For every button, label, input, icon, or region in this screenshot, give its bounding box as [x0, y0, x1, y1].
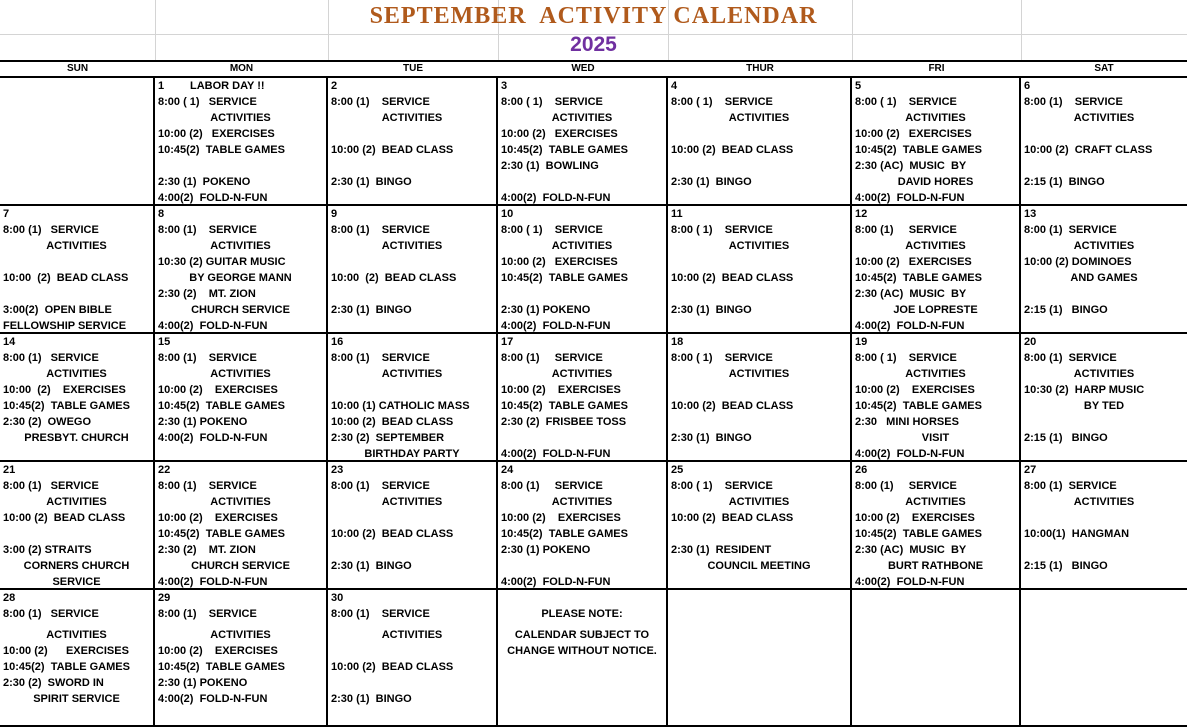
day-cell-20	[1021, 334, 1187, 462]
activity-line: 10:45(2) TABLE GAMES	[158, 661, 285, 673]
activity-line: 8:00 ( 1) SERVICE	[501, 96, 603, 108]
activity-line: 2:30 (1) BINGO	[331, 176, 412, 188]
activity-line: 10:45(2) TABLE GAMES	[3, 661, 130, 673]
day-number: 19	[855, 336, 868, 348]
activity-line: ACTIVITIES	[46, 629, 107, 641]
day-cell-24	[498, 462, 668, 590]
activity-line: ACTIVITIES	[210, 112, 271, 124]
activity-line: 10:45(2) TABLE GAMES	[855, 528, 982, 540]
activity-line: 10:00 (2) BEAD CLASS	[671, 400, 794, 412]
activity-line: ACTIVITIES	[46, 368, 107, 380]
activity-line: CHURCH SERVICE	[191, 304, 290, 316]
activity-line: 8:00 (1) SERVICE	[3, 352, 99, 364]
activity-line: 10:00 (2) CRAFT CLASS	[1024, 144, 1153, 156]
activity-line: 4:00(2) FOLD-N-FUN	[501, 192, 611, 204]
calendar-year: 2025	[570, 33, 617, 56]
activity-line: 10:00 (2) EXERCISES	[855, 512, 975, 524]
activity-line: 8:00 (1) SERVICE	[1024, 224, 1117, 236]
activity-line: 2:30 (2) SWORD IN	[3, 677, 104, 689]
activity-line: 2:30 (1) BOWLING	[501, 160, 599, 172]
activity-line: 10:45(2) TABLE GAMES	[501, 272, 628, 284]
activity-line: 8:00 (1) SERVICE	[158, 608, 257, 620]
activity-line: ACTIVITIES	[551, 240, 613, 252]
activity-line: BURT RATHBONE	[887, 560, 984, 572]
activity-line: ACTIVITIES	[210, 368, 271, 380]
activity-line: 10:00 (2) BEAD CLASS	[3, 272, 129, 284]
activity-line: 10:00 (2) EXERCISES	[501, 128, 618, 140]
day-cell-8	[155, 206, 328, 334]
activity-line: 10:45(2) TABLE GAMES	[158, 400, 285, 412]
activity-line: 2:30 (1) POKENO	[158, 677, 248, 689]
empty-day-cell	[852, 590, 1021, 727]
day-number: 14	[3, 336, 16, 348]
day-cell-7	[0, 206, 155, 334]
day-cell-2	[328, 78, 498, 206]
activity-line: PLEASE NOTE:	[541, 608, 623, 620]
activity-line: 8:00 ( 1) SERVICE	[671, 224, 773, 236]
activity-line: 8:00 (1) SERVICE	[1024, 96, 1123, 108]
activity-line: 2:30 MINI HORSES	[855, 416, 959, 428]
day-number: 30	[331, 592, 344, 604]
weekday-header-wed: WED	[571, 63, 595, 74]
activity-line: 10:00 (2) EXERCISES	[855, 384, 975, 396]
day-number: 8	[158, 208, 165, 220]
activity-line: 4:00(2) FOLD-N-FUN	[855, 448, 965, 460]
activity-line: ACTIVITIES	[728, 112, 790, 124]
activity-line: 10:00 (2) BEAD CLASS	[331, 144, 454, 156]
day-number: 5	[855, 80, 862, 92]
activity-line: 4:00(2) FOLD-N-FUN	[158, 576, 268, 588]
day-cell-29	[155, 590, 328, 727]
day-number: 6	[1024, 80, 1031, 92]
activity-line: ACTIVITIES	[1073, 240, 1135, 252]
activity-line: ACTIVITIES	[551, 112, 613, 124]
activity-line: 2:30 (1) POKENO	[501, 544, 591, 556]
day-cell-1	[155, 78, 328, 206]
activity-line: ACTIVITIES	[381, 112, 443, 124]
activity-line: 2:15 (1) BINGO	[1024, 304, 1108, 316]
activity-line: 10:00 (2) EXERCISES	[158, 645, 278, 657]
activity-line: 10:00 (2) EXERCISES	[158, 384, 278, 396]
activity-line: 2:30 (2) MT. ZION	[158, 544, 256, 556]
activity-line: 10:00(1) HANGMAN	[1024, 528, 1130, 540]
activity-line: ACTIVITIES	[46, 496, 107, 508]
day-number: 26	[855, 464, 868, 476]
activity-line: 2:30 (2) FRISBEE TOSS	[501, 416, 627, 428]
day-cell-5	[852, 78, 1021, 206]
activity-line: 10:00 (2) BEAD CLASS	[671, 272, 794, 284]
activity-line: FELLOWSHIP SERVICE	[3, 320, 127, 332]
activity-line: DAVID HORES	[897, 176, 974, 188]
activity-line: SERVICE	[52, 576, 101, 588]
activity-line: ACTIVITIES	[381, 240, 443, 252]
day-cell-11	[668, 206, 852, 334]
day-cell-19	[852, 334, 1021, 462]
activity-line: 10:00 (2) EXERCISES	[158, 128, 275, 140]
activity-line: 3:00(2) OPEN BIBLE	[3, 304, 112, 316]
activity-line: AND GAMES	[1070, 272, 1138, 284]
activity-line: 8:00 (1) SERVICE	[331, 224, 430, 236]
activity-line: ACTIVITIES	[210, 629, 271, 641]
activity-line: 8:00 ( 1) SERVICE	[855, 96, 957, 108]
day-cell-15	[155, 334, 328, 462]
weekday-header-mon: MON	[229, 63, 254, 74]
activity-line: 2:30 (1) BINGO	[331, 693, 412, 705]
weekday-header-sat: SAT	[1094, 63, 1114, 74]
activity-line: 2:30 (1) BINGO	[671, 304, 752, 316]
activity-line: ACTIVITIES	[46, 240, 107, 252]
day-number: 20	[1024, 336, 1037, 348]
activity-line: ACTIVITIES	[1073, 112, 1135, 124]
day-cell-28	[0, 590, 155, 727]
activity-line: ACTIVITIES	[551, 496, 613, 508]
day-cell-9	[328, 206, 498, 334]
day-number: 10	[501, 208, 514, 220]
activity-line: 10:45(2) TABLE GAMES	[158, 528, 285, 540]
empty-day-cell	[1021, 590, 1187, 727]
activity-line: 8:00 (1) SERVICE	[331, 352, 430, 364]
activity-line: 10:00 (2) BEAD CLASS	[671, 144, 794, 156]
activity-line: 10:45(2) TABLE GAMES	[855, 144, 982, 156]
activity-line: 8:00 ( 1) SERVICE	[855, 352, 957, 364]
activity-line: 4:00(2) FOLD-N-FUN	[158, 320, 268, 332]
day-number: 12	[855, 208, 868, 220]
day-number: 24	[501, 464, 514, 476]
activity-line: 10:00 (2) EXERCISES	[855, 256, 972, 268]
activity-line: 8:00 ( 1) SERVICE	[671, 96, 773, 108]
day-number: 21	[3, 464, 16, 476]
activity-line: COUNCIL MEETING	[707, 560, 811, 572]
activity-line: ACTIVITIES	[210, 240, 271, 252]
activity-line: ACTIVITIES	[905, 496, 966, 508]
activity-line: 10:00 (2) BEAD CLASS	[331, 272, 457, 284]
day-number: 18	[671, 336, 684, 348]
day-number: 7	[3, 208, 10, 220]
activity-line: 4:00(2) FOLD-N-FUN	[158, 432, 268, 444]
day-cell-26	[852, 462, 1021, 590]
holiday-label: LABOR DAY !!	[190, 80, 265, 92]
activity-line: 10:00 (2) EXERCISES	[3, 384, 126, 396]
activity-line: 2:30 (1) POKENO	[158, 416, 248, 428]
activity-line: 8:00 (1) SERVICE	[1024, 480, 1117, 492]
activity-line: 8:00 (1) SERVICE	[501, 352, 603, 364]
day-cell-27	[1021, 462, 1187, 590]
activity-line: 2:15 (1) BINGO	[1024, 432, 1108, 444]
activity-line: 10:00 (2) EXERCISES	[855, 128, 972, 140]
activity-line: 2:30 (1) POKENO	[501, 304, 591, 316]
activity-line: 4:00(2) FOLD-N-FUN	[855, 320, 965, 332]
activity-line: 2:15 (1) BINGO	[1024, 176, 1105, 188]
activity-line: ACTIVITIES	[551, 368, 613, 380]
activity-line: 4:00(2) FOLD-N-FUN	[855, 192, 965, 204]
activity-line: 10:00 (2) EXERCISES	[158, 512, 278, 524]
day-number: 28	[3, 592, 16, 604]
activity-line: 10:45(2) TABLE GAMES	[501, 528, 628, 540]
activity-line: ACTIVITIES	[728, 496, 790, 508]
activity-line: 8:00 (1) SERVICE	[855, 224, 957, 236]
activity-line: 10:30 (2) GUITAR MUSIC	[158, 256, 286, 268]
weekday-header-tue: TUE	[403, 63, 423, 74]
day-number: 13	[1024, 208, 1037, 220]
activity-line: VISIT	[921, 432, 950, 444]
activity-line: 10:00 (1) CATHOLIC MASS	[331, 400, 470, 412]
day-number: 22	[158, 464, 171, 476]
activity-line: ACTIVITIES	[905, 240, 966, 252]
activity-line: 10:45(2) TABLE GAMES	[855, 272, 982, 284]
activity-line: ACTIVITIES	[1073, 496, 1135, 508]
activity-line: 10:45(2) TABLE GAMES	[158, 144, 285, 156]
activity-line: 8:00 (1) SERVICE	[331, 480, 430, 492]
day-number: 2	[331, 80, 338, 92]
activity-line: 4:00(2) FOLD-N-FUN	[158, 693, 268, 705]
day-number: 9	[331, 208, 338, 220]
day-cell-4	[668, 78, 852, 206]
activity-line: 2:30 (1) RESIDENT	[671, 544, 772, 556]
day-number: 11	[671, 208, 683, 220]
activity-line: ACTIVITIES	[905, 112, 966, 124]
day-number: 1	[158, 80, 165, 92]
weekday-header-thur: THUR	[746, 63, 774, 74]
activity-line: 10:00 (2) EXERCISES	[501, 512, 621, 524]
activity-line: 10:00 (2) BEAD CLASS	[3, 512, 126, 524]
day-cell-6	[1021, 78, 1187, 206]
activity-line: 2:15 (1) BINGO	[1024, 560, 1108, 572]
activity-line: ACTIVITIES	[905, 368, 966, 380]
activity-line: 8:00 (1) SERVICE	[501, 480, 603, 492]
day-cell-23	[328, 462, 498, 590]
day-number: 16	[331, 336, 344, 348]
activity-line: 8:00 (1) SERVICE	[3, 480, 99, 492]
calendar-title: SEPTEMBER ACTIVITY CALENDAR	[369, 3, 818, 29]
activity-line: JOE LOPRESTE	[893, 304, 978, 316]
activity-line: 8:00 (1) SERVICE	[158, 352, 257, 364]
activity-line: 8:00 (1) SERVICE	[3, 608, 99, 620]
activity-line: 10:30 (2) HARP MUSIC	[1024, 384, 1145, 396]
activity-line: ACTIVITIES	[381, 629, 443, 641]
day-number: 29	[158, 592, 171, 604]
day-number: 3	[501, 80, 508, 92]
activity-line: 10:00 (2) BEAD CLASS	[331, 528, 454, 540]
activity-line: BY GEORGE MANN	[189, 272, 292, 284]
day-cell-22	[155, 462, 328, 590]
day-cell-3	[498, 78, 668, 206]
day-number: 17	[501, 336, 514, 348]
day-cell-21	[0, 462, 155, 590]
activity-line: 2:30 (AC) MUSIC BY	[855, 288, 967, 300]
activity-line: 10:00 (2) BEAD CLASS	[331, 661, 454, 673]
weekday-header-sun: SUN	[66, 63, 89, 74]
activity-line: 8:00 (1) SERVICE	[158, 224, 257, 236]
day-number: 15	[158, 336, 171, 348]
activity-line: 8:00 ( 1) SERVICE	[671, 480, 773, 492]
day-cell-18	[668, 334, 852, 462]
activity-line: 10:00 (2) EXERCISES	[501, 384, 621, 396]
activity-line: ACTIVITIES	[210, 496, 271, 508]
activity-line: 10:00 (2) BEAD CLASS	[671, 512, 794, 524]
activity-line: 4:00(2) FOLD-N-FUN	[501, 320, 611, 332]
day-number: 4	[671, 80, 678, 92]
empty-day-cell	[668, 590, 852, 727]
activity-line: CORNERS CHURCH	[23, 560, 130, 572]
activity-line: 10:00 (2) EXERCISES	[3, 645, 129, 657]
activity-line: 2:30 (2) MT. ZION	[158, 288, 256, 300]
activity-line: 10:45(2) TABLE GAMES	[855, 400, 982, 412]
activity-line: PRESBYT. CHURCH	[24, 432, 129, 444]
activity-line: 8:00 (1) SERVICE	[158, 480, 257, 492]
activity-line: 8:00 ( 1) SERVICE	[158, 96, 257, 108]
activity-line: BIRTHDAY PARTY	[364, 448, 460, 460]
activity-line: 4:00(2) FOLD-N-FUN	[501, 576, 611, 588]
day-cell-10	[498, 206, 668, 334]
activity-line: 8:00 (1) SERVICE	[3, 224, 99, 236]
activity-line: ACTIVITIES	[1073, 368, 1135, 380]
day-cell-30	[328, 590, 498, 727]
activity-line: ACTIVITIES	[381, 496, 443, 508]
activity-line: 10:45(2) TABLE GAMES	[3, 400, 130, 412]
activity-line: 4:00(2) FOLD-N-FUN	[501, 448, 611, 460]
activity-line: 2:30 (1) BINGO	[331, 304, 412, 316]
activity-line: 8:00 (1) SERVICE	[331, 96, 430, 108]
activity-line: 8:00 (1) SERVICE	[1024, 352, 1117, 364]
activity-line: 10:00 (2) EXERCISES	[501, 256, 618, 268]
activity-line: 2:30 (1) BINGO	[671, 432, 752, 444]
day-cell-17	[498, 334, 668, 462]
activity-line: ACTIVITIES	[728, 240, 790, 252]
day-number: 27	[1024, 464, 1037, 476]
activity-line: CALENDAR SUBJECT TO	[514, 629, 650, 641]
activity-line: 10:45(2) TABLE GAMES	[501, 144, 628, 156]
day-number: 23	[331, 464, 344, 476]
activity-line: 2:30 (2) SEPTEMBER	[331, 432, 445, 444]
activity-line: 4:00(2) FOLD-N-FUN	[158, 192, 268, 204]
empty-day-cell	[0, 78, 155, 206]
day-cell-13	[1021, 206, 1187, 334]
activity-line: 10:45(2) TABLE GAMES	[501, 400, 628, 412]
weekday-header-fri: FRI	[928, 63, 945, 74]
activity-line: 10:00 (2) BEAD CLASS	[331, 416, 454, 428]
activity-line: 2:30 (2) OWEGO	[3, 416, 92, 428]
activity-line: 3:00 (2) STRAITS	[3, 544, 92, 556]
activity-line: CHURCH SERVICE	[191, 560, 290, 572]
activity-line: ACTIVITIES	[728, 368, 790, 380]
activity-line: 4:00(2) FOLD-N-FUN	[855, 576, 965, 588]
day-cell-25	[668, 462, 852, 590]
day-cell-14	[0, 334, 155, 462]
activity-line: ACTIVITIES	[381, 368, 443, 380]
activity-line: 8:00 ( 1) SERVICE	[501, 224, 603, 236]
activity-line: SPIRIT SERVICE	[33, 693, 120, 705]
activity-line: 8:00 (1) SERVICE	[855, 480, 957, 492]
empty-day-cell	[498, 590, 668, 727]
day-cell-16	[328, 334, 498, 462]
activity-line: 2:30 (AC) MUSIC BY	[855, 544, 967, 556]
activity-line: 2:30 (1) BINGO	[331, 560, 412, 572]
day-number: 25	[671, 464, 684, 476]
activity-line: 2:30 (AC) MUSIC BY	[855, 160, 967, 172]
activity-line: 2:30 (1) BINGO	[671, 176, 752, 188]
activity-line: 8:00 (1) SERVICE	[331, 608, 430, 620]
activity-line: CHANGE WITHOUT NOTICE.	[507, 645, 657, 657]
activity-line: 8:00 ( 1) SERVICE	[671, 352, 773, 364]
activity-line: 10:00 (2) DOMINOES	[1024, 256, 1132, 268]
activity-line: 2:30 (1) POKENO	[158, 176, 251, 188]
day-cell-12	[852, 206, 1021, 334]
activity-line: BY TED	[1083, 400, 1125, 412]
